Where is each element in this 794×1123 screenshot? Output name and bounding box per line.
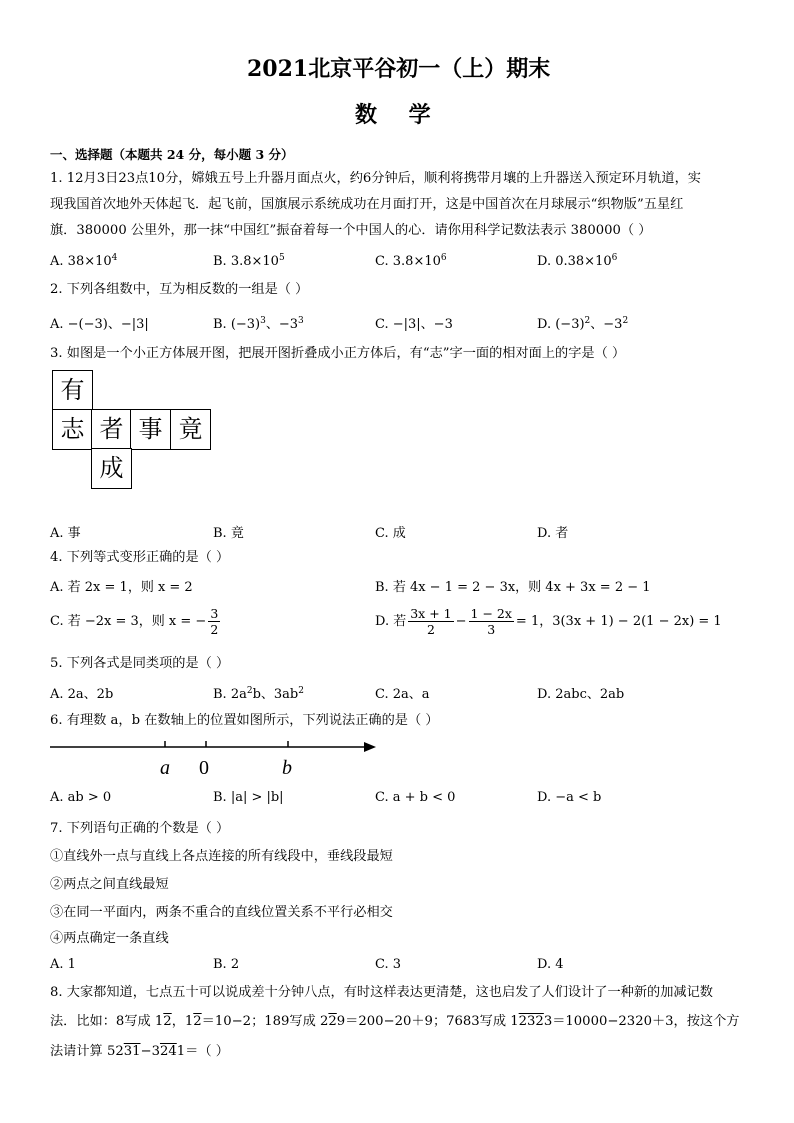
q3-option-c[interactable]: C. 成: [375, 526, 406, 541]
subject-heading: 数 学: [355, 102, 443, 128]
q6-option-c[interactable]: C. a + b < 0: [375, 790, 456, 805]
net-cell-1: 志: [52, 409, 93, 450]
q4-option-b[interactable]: B. 若 4x − 1 = 2 − 3x，则 4x + 3x = 2 − 1: [375, 580, 651, 595]
q2-option-b[interactable]: B. $(-3)^3$、$-3^3$: [213, 316, 304, 332]
net-cell-top: 有: [52, 370, 93, 411]
q2-option-a[interactable]: A. −(−3)、−|3|: [50, 317, 149, 332]
fraction: $\frac{3}{2}$: [210, 606, 219, 637]
q8-line1: 8. 大家都知道，七点五十可以说成差十分钟八点，有时这样表达更清楚，这也启发了人们设计了一种新的加减记数: [50, 985, 713, 1000]
q1-option-d[interactable]: D. $0.38\times 10^6$: [537, 253, 618, 269]
fraction: $\frac{3x + 1}{2}$: [410, 606, 452, 637]
q7-option-d[interactable]: D. 4: [537, 957, 564, 972]
q4-stem: 4. 下列等式变形正确的是（ ）: [50, 550, 230, 565]
q2-option-d[interactable]: D. $(-3)^2$、$-3^2$: [537, 316, 629, 332]
q7-stem: 7. 下列语句正确的个数是（ ）: [50, 821, 230, 836]
q7-option-c[interactable]: C. 3: [375, 957, 402, 972]
q5-stem: 5. 下列各式是同类项的是（ ）: [50, 656, 230, 671]
q6-option-d[interactable]: D. −a < b: [537, 790, 602, 805]
q5-option-a[interactable]: A. 2a、2b: [50, 687, 114, 702]
q2-stem: 2. 下列各组数中，互为相反数的一组是（ ）: [50, 282, 309, 297]
axis-label-a: a: [160, 757, 170, 779]
q4-option-d[interactable]: D. 若 $\frac{3x + 1}{2}$ − $\frac{1 - 2x}{3}$ = 1，3(3x + 1) − 2(1 − 2x) = 1: [375, 606, 722, 637]
q7-statement-1: ①直线外一点与直线上各点连接的所有线段中，垂线段最短: [50, 849, 393, 864]
q3-stem: 3. 如图是一个小正方体展开图，把展开图折叠成小正方体后，有“志”字一面的相对面上的字是（ ）: [50, 346, 626, 361]
axis-label-zero: 0: [199, 757, 209, 779]
net-cell-4: 竟: [170, 409, 211, 450]
q1-line1: 1. 12月3日23点10分，嫦娥五号上升器月面点火，约6分钟后，顺利将携带月壤的上升器送入预定环月轨道，实: [50, 171, 701, 186]
number-line-figure: [48, 735, 383, 780]
axis-label-b: b: [282, 757, 292, 779]
q3-option-d[interactable]: D. 者: [537, 526, 569, 541]
q7-statement-4: ④两点确定一条直线: [50, 931, 169, 946]
q7-option-b[interactable]: B. 2: [213, 957, 240, 972]
q1-option-c[interactable]: C. $3.8\times 10^6$: [375, 253, 447, 269]
q8-line3: 法请计算 5231−3241＝（ ）: [50, 1044, 229, 1059]
q5-option-c[interactable]: C. 2a、a: [375, 687, 430, 702]
net-cell-3: 事: [130, 409, 171, 450]
q7-option-a[interactable]: A. 1: [50, 957, 76, 972]
q3-option-b[interactable]: B. 竟: [213, 526, 244, 541]
q8-line2: 法．比如：8写成 12，12＝10−2；189写成 229＝200−20＋9；7683写成 12323＝10000−2320＋3，按这个方: [50, 1014, 740, 1029]
q4-option-a[interactable]: A. 若 2x = 1，则 x = 2: [50, 580, 193, 595]
q6-option-b[interactable]: B. |a| > |b|: [213, 790, 284, 805]
q4-option-c[interactable]: C. 若 −2x = 3，则 x = − $\frac{3}{2}$: [50, 606, 219, 637]
q6-stem: 6. 有理数 a，b 在数轴上的位置如图所示，下列说法正确的是（ ）: [50, 713, 439, 728]
q6-option-a[interactable]: A. ab > 0: [50, 790, 112, 805]
q7-statement-2: ②两点之间直线最短: [50, 877, 169, 892]
q7-statement-3: ③在同一平面内，两条不重合的直线位置关系不平行必相交: [50, 905, 393, 920]
fraction: $\frac{1 - 2x}{3}$: [470, 606, 512, 637]
q1-option-a[interactable]: A. $38\times 10^4$: [50, 253, 118, 269]
net-cell-bottom: 成: [91, 448, 132, 489]
section-heading: 一、选择题（本题共 24 分，每小题 3 分）: [50, 147, 294, 162]
net-cell-2: 者: [91, 409, 132, 450]
q3-option-a[interactable]: A. 事: [50, 526, 81, 541]
q5-option-b[interactable]: B. $2a^2b$、$3ab^2$: [213, 686, 304, 702]
q2-option-c[interactable]: C. −|3|、−3: [375, 317, 453, 332]
q5-option-d[interactable]: D. 2abc、2ab: [537, 687, 625, 702]
q1-line3: 旗．380000 公里外，那一抹“中国红”振奋着每一个中国人的心．请你用科学记数法表示 380000（ ）: [50, 223, 652, 238]
q1-line2: 现我国首次地外天体起飞．起飞前，国旗展示系统成功在月面打开，这是中国首次在月球展示“织物版”五星红: [50, 197, 684, 212]
q1-option-b[interactable]: B. $3.8\times 10^5$: [213, 253, 285, 269]
document-title: 2021北京平谷初一（上）期末: [247, 56, 551, 82]
